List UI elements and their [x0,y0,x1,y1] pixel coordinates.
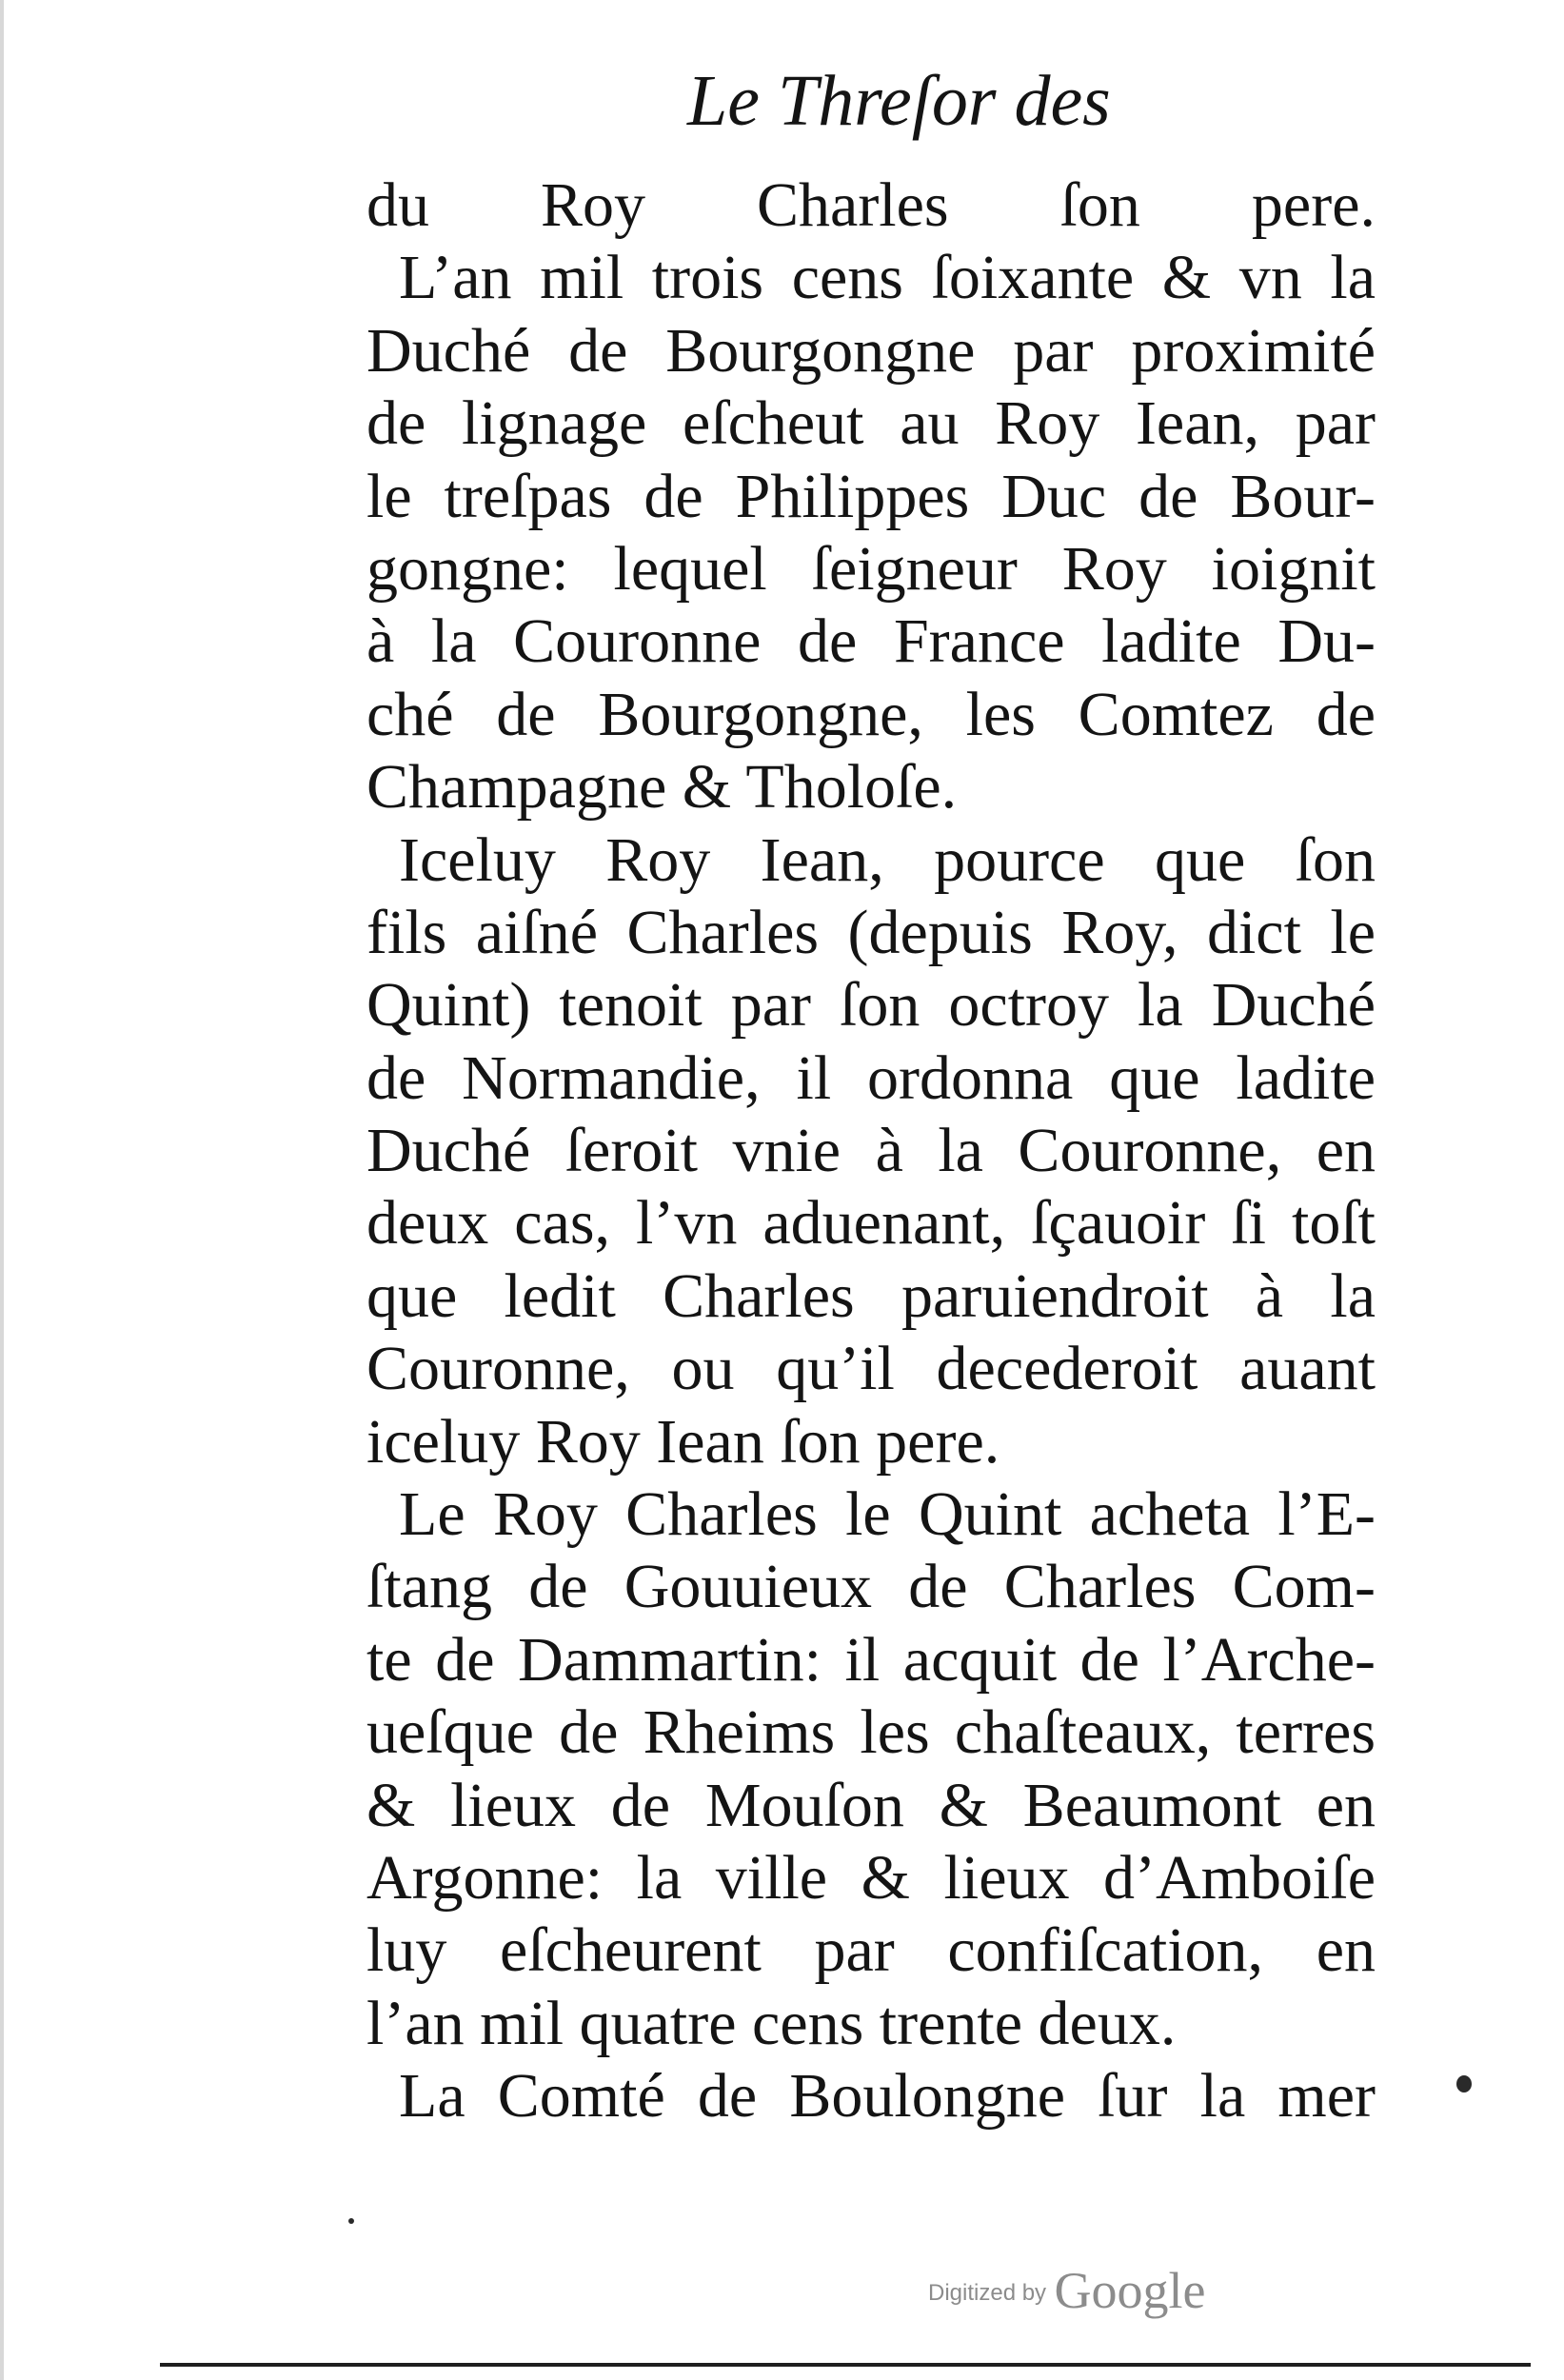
text-line-15: deux cas, l’vn aduenant, ſçauoir ſi toſt [366,1188,1376,1259]
text-line-25: luy eſcheurent par confiſcation, en [366,1915,1376,1986]
text-line-9: Champagne & Tholoſe. [366,752,958,823]
text-line-20: ſtang de Gouuieux de Charles Com- [366,1552,1376,1622]
text-line-3: Duché de Bourgongne par proximité [366,315,1376,386]
text-line-1: du Roy Charles ſon pere. [366,170,1376,240]
text-line-11: fils aiſné Charles (depuis Roy, dict le [366,897,1376,967]
text-line-4: de lignage eſcheut au Roy Iean, par [366,388,1376,459]
text-line-19: Le Roy Charles le Quint acheta l’E- [399,1479,1376,1550]
text-line-16: que ledit Charles paruiendroit à la [366,1260,1376,1331]
text-line-12: Quint) tenoit par ſon octroy la Duché [366,970,1376,1041]
text-line-8: ché de Bourgongne, les Comtez de [366,679,1376,749]
body-text [366,169,1376,2133]
digitized-watermark [928,2261,1205,2320]
text-line-5: le treſpas de Philippes Duc de Bour- [366,461,1376,531]
text-line-26: l’an mil quatre cens trente deux. [366,1988,1177,2058]
text-line-6: gongne: lequel ſeigneur Roy ioignit [366,533,1376,604]
watermark-prefix: Digitized by [928,2280,1047,2306]
text-line-17: Couronne, ou qu’il decederoit auant [366,1334,1376,1404]
text-line-22: ueſque de Rheims les chaſteaux, terres [366,1697,1376,1768]
text-line-7: à la Couronne de France ladite Du- [366,606,1376,677]
text-line-24: Argonne: la ville & lieux d’Amboiſe [366,1842,1376,1913]
ink-speck [1456,2075,1472,2092]
text-line-21: te de Dammartin: il acquit de l’Arche- [366,1624,1376,1695]
watermark-brand: Google [1054,2262,1206,2319]
text-line-14: Duché ſeroit vnie à la Couronne, en [366,1116,1376,1186]
running-head: Le Threſor des [687,61,1111,141]
text-line-13: de Normandie, il ordonna que ladite [366,1042,1376,1113]
text-line-10: Iceluy Roy Iean, pource que ſon [399,824,1376,895]
ink-speck [348,2218,354,2224]
text-line-2: L’an mil trois cens ſoixante & vn la [399,243,1376,313]
bottom-rule-divider [160,2363,1531,2367]
text-line-23: & lieux de Mouſon & Beaumont en [366,1770,1376,1840]
text-line-27: La Comté de Boulongne ſur la mer [399,2061,1376,2132]
text-line-18: iceluy Roy Iean ſon pere. [366,1406,1000,1477]
page-binding-edge [0,0,4,2380]
